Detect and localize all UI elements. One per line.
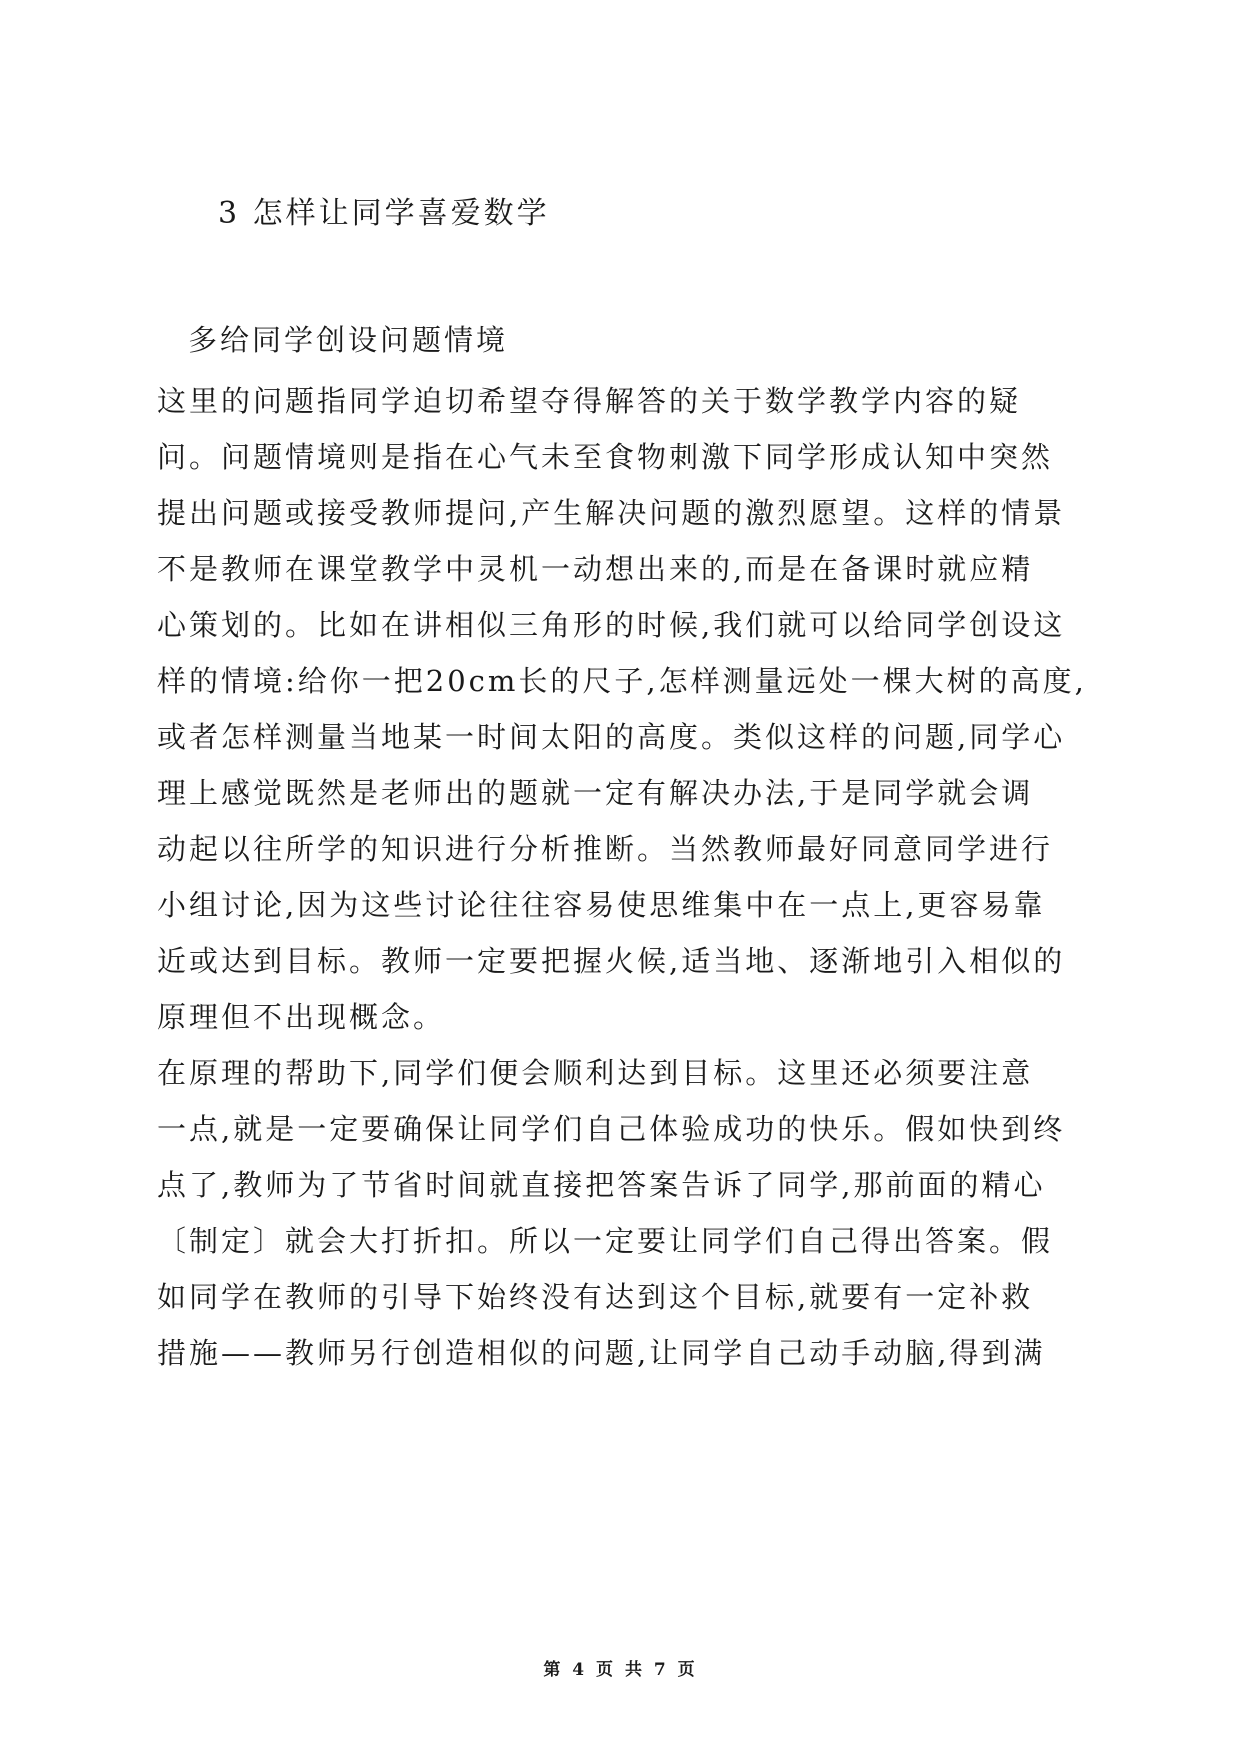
text-line: 如同学在教师的引导下始终没有达到这个目标,就要有一定补救 — [157, 1280, 1034, 1314]
text-line: 样的情境:给你一把20cm长的尺子,怎样测量远处一棵大树的高度, — [157, 664, 1087, 698]
text-line: 提出问题或接受教师提问,产生解决问题的激烈愿望。这样的情景 — [157, 496, 1066, 530]
text-line: 这里的问题指同学迫切希望夺得解答的关于数学教学内容的疑 — [157, 384, 1022, 418]
text-line: 或者怎样测量当地某一时间太阳的高度。类似这样的问题,同学心 — [157, 720, 1066, 754]
text-line: 理上感觉既然是老师出的题就一定有解决办法,于是同学就会调 — [157, 776, 1034, 810]
subsection-heading: 多给同学创设问题情境 — [188, 323, 509, 357]
text-line: 原理但不出现概念。 — [157, 1000, 446, 1034]
text-line: 〔制定〕就会大打折扣。所以一定要让同学们自己得出答案。假 — [157, 1224, 1054, 1258]
page-number-footer: 第 4 页 共 7 页 — [543, 1660, 698, 1680]
text-line: 心策划的。比如在讲相似三角形的时候,我们就可以给同学创设这 — [157, 608, 1066, 642]
text-line: 一点,就是一定要确保让同学们自己体验成功的快乐。假如快到终 — [157, 1112, 1066, 1146]
text-line: 在原理的帮助下,同学们便会顺利达到目标。这里还必须要注意 — [157, 1056, 1034, 1090]
text-line: 问。问题情境则是指在心气未至食物刺激下同学形成认知中突然 — [157, 440, 1054, 474]
text-line: 点了,教师为了节省时间就直接把答案告诉了同学,那前面的精心 — [157, 1168, 1046, 1202]
text-line: 近或达到目标。教师一定要把握火候,适当地、逐渐地引入相似的 — [157, 944, 1066, 978]
text-line: 措施——教师另行创造相似的问题,让同学自己动手动脑,得到满 — [157, 1336, 1046, 1370]
text-line: 不是教师在课堂教学中灵机一动想出来的,而是在备课时就应精 — [157, 552, 1034, 586]
section-heading: 3 怎样让同学喜爱数学 — [218, 196, 550, 231]
text-line: 动起以往所学的知识进行分析推断。当然教师最好同意同学进行 — [157, 832, 1054, 866]
text-line: 小组讨论,因为这些讨论往往容易使思维集中在一点上,更容易靠 — [157, 888, 1046, 922]
